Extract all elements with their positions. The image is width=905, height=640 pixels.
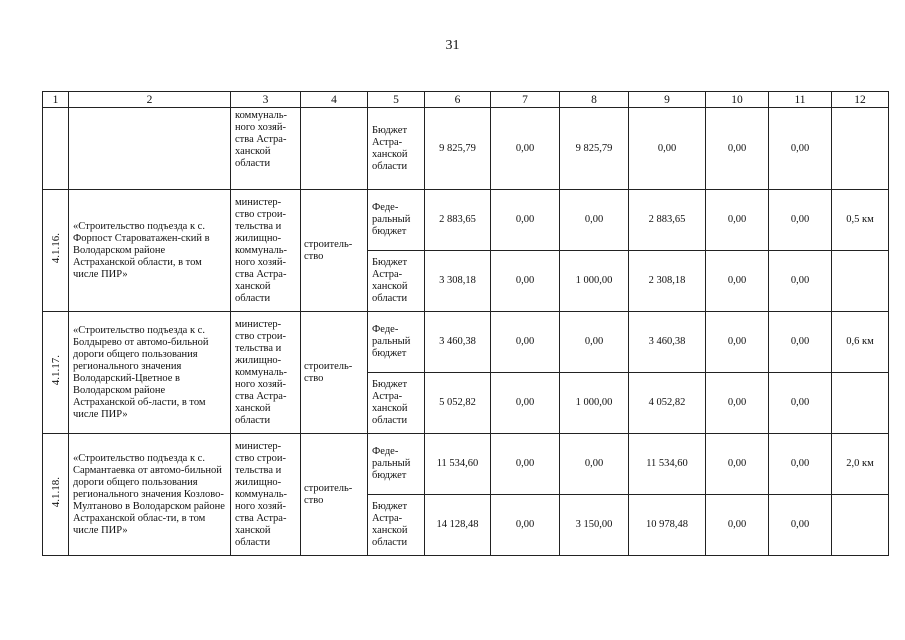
value-cell: 0,00 bbox=[769, 495, 832, 556]
value-cell: 3 460,38 bbox=[425, 312, 491, 373]
value-cell: 0,00 bbox=[491, 312, 560, 373]
value-cell: 0,00 bbox=[491, 190, 560, 251]
value-cell: 14 128,48 bbox=[425, 495, 491, 556]
type-cell: строитель- ство bbox=[301, 190, 368, 312]
item-code: 4.1.18. bbox=[49, 477, 62, 508]
column-header: 1 bbox=[43, 92, 69, 108]
item-code: 4.1.17. bbox=[49, 355, 62, 386]
name-cell bbox=[69, 108, 231, 190]
value-cell: 0,00 bbox=[491, 495, 560, 556]
value-cell: 0,00 bbox=[706, 495, 769, 556]
value-cell: 0,00 bbox=[769, 373, 832, 434]
value-cell: 3 150,00 bbox=[560, 495, 629, 556]
column-header: 12 bbox=[832, 92, 889, 108]
value-cell: 0,00 bbox=[769, 190, 832, 251]
name-cell: «Строительство подъезда к с. Болдырево от автомо-бильной дороги общего пользования регионального значения Володарский-Цветное в Володарском районе Астраханской об-ласти, в том числе ПИР» bbox=[69, 312, 231, 434]
executor-cell: министер- ство строи- тельства и жилищно- коммуналь- ного хозяй- ства Астра- ханской области bbox=[231, 190, 301, 312]
type-cell bbox=[301, 108, 368, 190]
column-header: 8 bbox=[560, 92, 629, 108]
value-cell: 0,00 bbox=[491, 108, 560, 190]
source-cell: Бюджет Астра- ханской области bbox=[368, 108, 425, 190]
value-cell: 0,00 bbox=[769, 251, 832, 312]
value-cell: 0,00 bbox=[706, 434, 769, 495]
value-cell: 2 883,65 bbox=[425, 190, 491, 251]
table-row bbox=[43, 190, 889, 251]
value-cell: 9 825,79 bbox=[425, 108, 491, 190]
value-cell: 3 308,18 bbox=[425, 251, 491, 312]
source-cell: Феде- ральный бюджет bbox=[368, 312, 425, 373]
column-header: 10 bbox=[706, 92, 769, 108]
result-cell: 0,5 км bbox=[832, 190, 889, 251]
value-cell: 3 460,38 bbox=[629, 312, 706, 373]
source-cell: Бюджет Астра- ханской области bbox=[368, 251, 425, 312]
name-cell: «Строительство подъезда к с. Сармантаевка от автомо-бильной дороги общего пользования регионального значения Козлово-Мултаново в Володарском районе Астраханской облас-ти, в том числе ПИР» bbox=[69, 434, 231, 556]
column-header: 3 bbox=[231, 92, 301, 108]
value-cell: 0,00 bbox=[491, 251, 560, 312]
value-cell: 0,00 bbox=[769, 108, 832, 190]
column-header: 7 bbox=[491, 92, 560, 108]
name-cell: «Строительство подъезда к с. Форпост Староватажен-ский в Володарском районе Астраханской области, в том числе ПИР» bbox=[69, 190, 231, 312]
type-cell: строитель- ство bbox=[301, 312, 368, 434]
value-cell: 5 052,82 bbox=[425, 373, 491, 434]
result-cell bbox=[832, 108, 889, 190]
table-row bbox=[43, 108, 889, 190]
table-body bbox=[43, 92, 889, 556]
result-cell bbox=[832, 251, 889, 312]
value-cell: 9 825,79 bbox=[560, 108, 629, 190]
value-cell: 0,00 bbox=[706, 108, 769, 190]
executor-cell: министер- ство строи- тельства и жилищно- коммуналь- ного хозяй- ства Астра- ханской области bbox=[231, 312, 301, 434]
result-cell bbox=[832, 373, 889, 434]
value-cell: 0,00 bbox=[491, 373, 560, 434]
result-cell: 0,6 км bbox=[832, 312, 889, 373]
value-cell: 0,00 bbox=[706, 373, 769, 434]
column-header: 11 bbox=[769, 92, 832, 108]
column-header: 5 bbox=[368, 92, 425, 108]
source-cell: Феде- ральный бюджет bbox=[368, 190, 425, 251]
column-header: 9 bbox=[629, 92, 706, 108]
value-cell: 1 000,00 bbox=[560, 373, 629, 434]
value-cell: 0,00 bbox=[560, 434, 629, 495]
value-cell: 0,00 bbox=[491, 434, 560, 495]
value-cell: 1 000,00 bbox=[560, 251, 629, 312]
header-row bbox=[43, 92, 889, 108]
column-header: 4 bbox=[301, 92, 368, 108]
table-row bbox=[43, 312, 889, 373]
value-cell: 4 052,82 bbox=[629, 373, 706, 434]
code-cell bbox=[43, 434, 69, 556]
value-cell: 11 534,60 bbox=[629, 434, 706, 495]
table-row bbox=[43, 434, 889, 495]
value-cell: 0,00 bbox=[706, 190, 769, 251]
budget-table bbox=[42, 91, 889, 556]
value-cell: 0,00 bbox=[706, 251, 769, 312]
value-cell: 11 534,60 bbox=[425, 434, 491, 495]
item-code: 4.1.16. bbox=[49, 233, 62, 264]
value-cell: 0,00 bbox=[560, 190, 629, 251]
column-header: 6 bbox=[425, 92, 491, 108]
code-cell bbox=[43, 108, 69, 190]
code-cell bbox=[43, 190, 69, 312]
type-cell: строитель- ство bbox=[301, 434, 368, 556]
value-cell: 0,00 bbox=[769, 312, 832, 373]
value-cell: 0,00 bbox=[706, 312, 769, 373]
result-cell bbox=[832, 495, 889, 556]
value-cell: 0,00 bbox=[769, 434, 832, 495]
value-cell: 2 308,18 bbox=[629, 251, 706, 312]
page-number: 31 bbox=[445, 38, 460, 53]
source-cell: Бюджет Астра- ханской области bbox=[368, 373, 425, 434]
column-header: 2 bbox=[69, 92, 231, 108]
source-cell: Бюджет Астра- ханской области bbox=[368, 495, 425, 556]
value-cell: 0,00 bbox=[560, 312, 629, 373]
code-cell bbox=[43, 312, 69, 434]
value-cell: 10 978,48 bbox=[629, 495, 706, 556]
source-cell: Феде- ральный бюджет bbox=[368, 434, 425, 495]
executor-cell: коммуналь- ного хозяй- ства Астра- ханской области bbox=[231, 108, 301, 190]
value-cell: 0,00 bbox=[629, 108, 706, 190]
result-cell: 2,0 км bbox=[832, 434, 889, 495]
value-cell: 2 883,65 bbox=[629, 190, 706, 251]
executor-cell: министер- ство строи- тельства и жилищно- коммуналь- ного хозяй- ства Астра- ханской области bbox=[231, 434, 301, 556]
